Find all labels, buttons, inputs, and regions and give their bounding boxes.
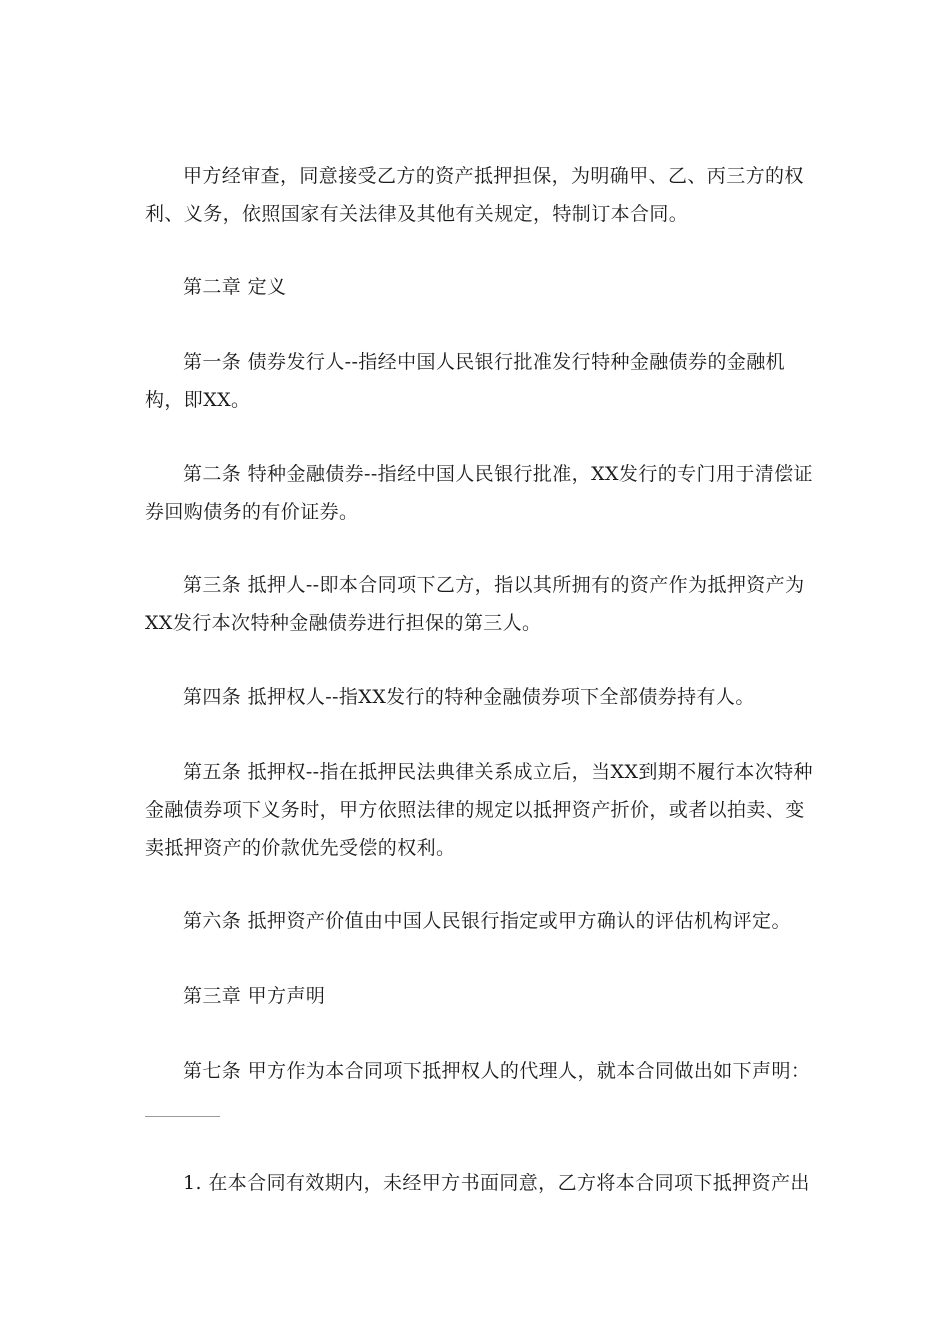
article-3-paragraph: 第三条 抵押人--即本合同项下乙方，指以其所拥有的资产作为抵押资产为XX发行本次特种金融债券进行担保的第三人。: [145, 574, 805, 634]
chapter-2-heading: 第二章 定义: [183, 276, 287, 298]
article-5-paragraph: 第五条 抵押权--指在抵押民法典律关系成立后，当XX到期不履行本次特种金融债券项下义务时，甲方依照法律的规定以抵押资产折价，或者以拍卖、变卖抵押资产的价款优先受偿的权利。: [145, 761, 813, 859]
article-2-paragraph: 第二条 特种金融债券--指经中国人民银行批准，XX发行的专门用于清偿证券回购债务的有价证券。: [145, 463, 813, 523]
list-item-1: 1. 在本合同有效期内，未经甲方书面同意，乙方将本合同项下抵押资产出: [183, 1172, 810, 1194]
article-1-paragraph: 第一条 债券发行人--指经中国人民银行批准发行特种金融债券的金融机构，即XX。: [145, 351, 786, 411]
article-6-paragraph: 第六条 抵押资产价值由中国人民银行指定或甲方确认的评估机构评定。: [183, 910, 791, 932]
chapter-3-heading: 第三章 甲方声明: [183, 985, 326, 1007]
footnote-divider: [145, 1116, 220, 1117]
article-4-paragraph: 第四条 抵押权人--指XX发行的特种金融债券项下全部债券持有人。: [183, 686, 755, 708]
article-7-paragraph: 第七条 甲方作为本合同项下抵押权人的代理人，就本合同做出如下声明：: [183, 1060, 811, 1082]
intro-paragraph: 甲方经审查，同意接受乙方的资产抵押担保，为明确甲、乙、丙三方的权利、义务，依照国家有关法律及其他有关规定，特制订本合同。: [145, 165, 804, 225]
